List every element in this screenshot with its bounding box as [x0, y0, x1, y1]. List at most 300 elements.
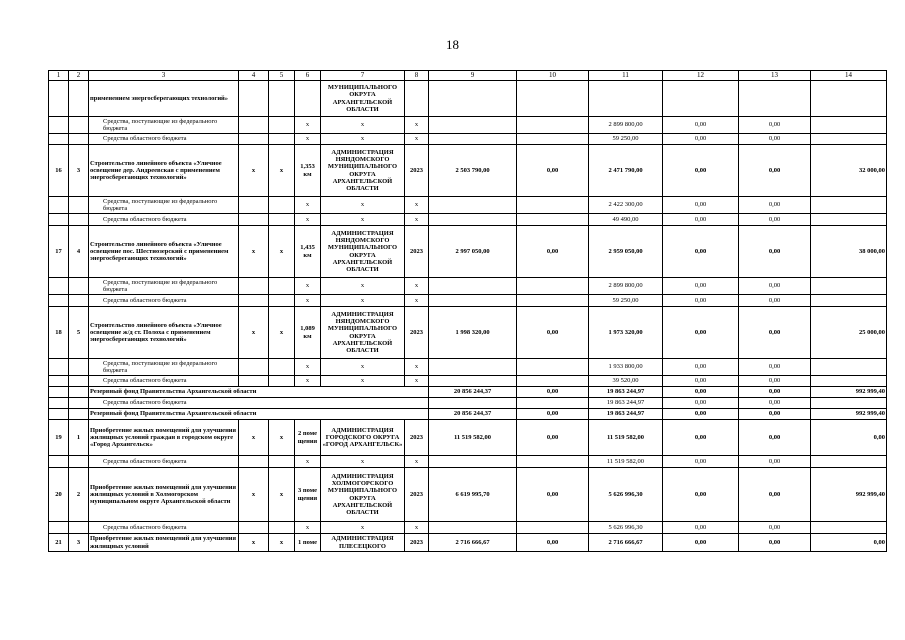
table-cell: 0,00 [739, 145, 811, 197]
table-cell [429, 359, 517, 376]
table-cell [517, 117, 589, 134]
org-name: АДМИНИСТРАЦИЯ ПЛЕСЕЦКОГО [321, 534, 405, 552]
header-cell: 5 [269, 71, 295, 81]
org-name: АДМИНИСТРАЦИЯ НЯНДОМСКОГО МУНИЦИПАЛЬНОГО ОКРУГА АРХАНГЕЛЬСКОЙ ОБЛАСТИ [321, 307, 405, 359]
table-cell [429, 81, 517, 117]
table-cell: 5 626 996,30 [589, 522, 663, 534]
table-cell [239, 456, 269, 468]
header-cell: 8 [405, 71, 429, 81]
table-cell: 0,00 [663, 134, 739, 145]
table-cell [269, 376, 295, 387]
table-cell: x [295, 376, 321, 387]
table-cell [69, 376, 89, 387]
table-cell [69, 278, 89, 295]
table-cell: 2 997 050,00 [429, 226, 517, 278]
table-cell [269, 81, 295, 117]
table-cell [811, 117, 887, 134]
table-cell: 32 000,00 [811, 145, 887, 197]
table-cell: 1 973 320,00 [589, 307, 663, 359]
table-cell: 0,00 [663, 226, 739, 278]
table-cell: 49 490,00 [589, 214, 663, 226]
table-cell: 0,00 [663, 214, 739, 226]
table-cell [269, 295, 295, 307]
table-cell: 0,00 [663, 398, 739, 409]
table-cell: x [405, 117, 429, 134]
table-cell: x [295, 359, 321, 376]
header-cell: 3 [89, 71, 239, 81]
table-cell [739, 81, 811, 117]
table-cell [517, 295, 589, 307]
table-cell: 18 [49, 307, 69, 359]
table-cell: 0,00 [517, 420, 589, 456]
table-cell [811, 81, 887, 117]
table-cell [239, 81, 269, 117]
table-cell: x [295, 134, 321, 145]
table-cell [811, 359, 887, 376]
table-cell: x [295, 522, 321, 534]
table-cell: 0,00 [739, 226, 811, 278]
table-cell: 2 899 800,00 [589, 278, 663, 295]
header-cell: 7 [321, 71, 405, 81]
table-cell [49, 376, 69, 387]
table-cell: x [405, 522, 429, 534]
table-row [49, 134, 887, 145]
table-cell: 1,435 км [295, 226, 321, 278]
table-row [49, 420, 887, 456]
table-cell: 0,00 [663, 295, 739, 307]
table-cell: 0,00 [663, 359, 739, 376]
table-cell: x [239, 145, 269, 197]
table-cell: 1,353 км [295, 145, 321, 197]
table-cell [239, 278, 269, 295]
table-cell: 20 856 244,37 [429, 387, 517, 398]
table-cell: 20 [49, 468, 69, 522]
header-cell: 13 [739, 71, 811, 81]
table-cell: x [321, 197, 405, 214]
table-cell [69, 409, 89, 420]
table-cell [49, 134, 69, 145]
table-cell [49, 409, 69, 420]
table-cell: 0,00 [739, 278, 811, 295]
table-cell [49, 278, 69, 295]
table-cell [429, 295, 517, 307]
table-cell: x [405, 359, 429, 376]
table-cell: 2 422 300,00 [589, 197, 663, 214]
table-cell: x [405, 134, 429, 145]
table-cell: 11 519 582,00 [589, 456, 663, 468]
table-cell: 0,00 [517, 534, 589, 552]
table-cell [69, 134, 89, 145]
table-cell: x [405, 295, 429, 307]
table-row [49, 295, 887, 307]
table-cell [239, 134, 269, 145]
funding-source: Средства, поступающие из федерального бюджета [89, 117, 239, 134]
table-cell: 0,00 [517, 145, 589, 197]
table-cell: 0,00 [739, 468, 811, 522]
table-cell: 0,00 [663, 534, 739, 552]
table-cell: 20 856 244,37 [429, 409, 517, 420]
table-cell [429, 278, 517, 295]
table-cell [429, 456, 517, 468]
table-cell [811, 398, 887, 409]
header-cell: 9 [429, 71, 517, 81]
table-cell [429, 522, 517, 534]
table-cell: x [321, 522, 405, 534]
table-cell [811, 134, 887, 145]
table-cell: x [269, 226, 295, 278]
table-cell [517, 81, 589, 117]
table-cell [49, 387, 69, 398]
table-cell [811, 214, 887, 226]
table-cell [517, 398, 589, 409]
table-cell: x [295, 197, 321, 214]
table-cell: 2 716 666,67 [429, 534, 517, 552]
table-cell: 2 471 790,00 [589, 145, 663, 197]
table-cell [811, 522, 887, 534]
table-cell [269, 359, 295, 376]
table-row [49, 534, 887, 552]
table-cell [49, 117, 69, 134]
table-cell: x [295, 456, 321, 468]
table-cell: 992 999,40 [811, 468, 887, 522]
table-cell: x [295, 214, 321, 226]
table-cell: 0,00 [739, 359, 811, 376]
funding-source: Средства областного бюджета [89, 214, 239, 226]
table-row [49, 387, 887, 398]
funding-source: Средства областного бюджета [89, 398, 429, 409]
table-cell: 25 000,00 [811, 307, 887, 359]
funding-source: Средства областного бюджета [89, 522, 239, 534]
table-cell: x [239, 307, 269, 359]
table-cell [69, 359, 89, 376]
table-cell: 2023 [405, 307, 429, 359]
funding-source: Средства областного бюджета [89, 456, 239, 468]
funding-source: Средства областного бюджета [89, 376, 239, 387]
table-cell: 992 999,40 [811, 409, 887, 420]
header-cell: 1 [49, 71, 69, 81]
table-cell: x [321, 295, 405, 307]
table-row [49, 278, 887, 295]
table-cell: 0,00 [739, 398, 811, 409]
section-title: Резервный фонд Правительства Архангельской области [89, 387, 429, 398]
table-cell: 11 519 582,00 [589, 420, 663, 456]
item-name: Строительство линейного объекта «Уличное освещение дер. Андреевская с применением энергосберегающих технологий» [89, 145, 239, 197]
table-cell: 21 [49, 534, 69, 552]
org-name: АДМИНИСТРАЦИЯ НЯНДОМСКОГО МУНИЦИПАЛЬНОГО ОКРУГА АРХАНГЕЛЬСКОЙ ОБЛАСТИ [321, 226, 405, 278]
table-cell [405, 81, 429, 117]
table-cell [49, 398, 69, 409]
table-cell [429, 134, 517, 145]
table-row [49, 214, 887, 226]
table-cell: 0,00 [739, 117, 811, 134]
table-row [49, 307, 887, 359]
table-cell [517, 134, 589, 145]
table-cell [811, 278, 887, 295]
table-cell [69, 295, 89, 307]
table-cell [517, 214, 589, 226]
table-cell: x [295, 117, 321, 134]
table-cell [239, 295, 269, 307]
table-cell: 3 поме щения [295, 468, 321, 522]
table-cell: 1,089 км [295, 307, 321, 359]
table-cell: 59 250,00 [589, 134, 663, 145]
item-name: применением энергосберегающих технологий» [89, 81, 239, 117]
table-cell [239, 522, 269, 534]
table-cell: 19 [49, 420, 69, 456]
table-cell: 2 899 800,00 [589, 117, 663, 134]
table-cell: 0,00 [739, 534, 811, 552]
table-cell [811, 295, 887, 307]
table-row [49, 359, 887, 376]
table-cell: x [321, 134, 405, 145]
table-cell [69, 214, 89, 226]
table-cell: 2023 [405, 534, 429, 552]
table-cell: x [269, 307, 295, 359]
table-cell [269, 278, 295, 295]
table-cell [69, 522, 89, 534]
item-name: Строительство линейного объекта «Уличное освещение пос. Шестиозерский с применением энергосберегающих технологий» [89, 226, 239, 278]
table-cell: x [405, 456, 429, 468]
table-cell [811, 456, 887, 468]
table-cell: 0,00 [663, 468, 739, 522]
table-cell: 0,00 [663, 409, 739, 420]
table-cell: 0,00 [739, 134, 811, 145]
table-cell: 0,00 [663, 145, 739, 197]
table-row [49, 81, 887, 117]
table-cell [69, 387, 89, 398]
table-row [49, 468, 887, 522]
table-cell [811, 197, 887, 214]
table-cell: 0,00 [517, 226, 589, 278]
table-cell: 1 [69, 420, 89, 456]
table-cell [589, 81, 663, 117]
table-cell: x [295, 278, 321, 295]
table-cell [49, 81, 69, 117]
table-cell [49, 295, 69, 307]
table-cell: 5 [69, 307, 89, 359]
budget-table [48, 70, 887, 552]
funding-source: Средства, поступающие из федерального бюджета [89, 197, 239, 214]
table-cell: 2023 [405, 145, 429, 197]
funding-source: Средства, поступающие из федерального бюджета [89, 278, 239, 295]
table-cell: x [405, 278, 429, 295]
table-cell [429, 214, 517, 226]
table-cell: 2 503 790,00 [429, 145, 517, 197]
table-row [49, 117, 887, 134]
table-cell: 0,00 [739, 307, 811, 359]
table-cell: x [269, 145, 295, 197]
table-cell [517, 359, 589, 376]
table-cell: 0,00 [739, 387, 811, 398]
table-cell [517, 278, 589, 295]
table-cell: 2 716 666,67 [589, 534, 663, 552]
funding-source: Средства областного бюджета [89, 295, 239, 307]
table-cell [239, 359, 269, 376]
table-cell: 19 863 244,97 [589, 387, 663, 398]
table-cell: 11 519 582,00 [429, 420, 517, 456]
table-cell [49, 197, 69, 214]
table-cell [269, 522, 295, 534]
table-cell [269, 197, 295, 214]
header-cell: 11 [589, 71, 663, 81]
table-cell [239, 197, 269, 214]
table-cell: 0,00 [663, 456, 739, 468]
header-cell: 14 [811, 71, 887, 81]
page-number: 18 [446, 37, 459, 52]
table-cell: 2 поме щения [295, 420, 321, 456]
table-row [49, 522, 887, 534]
table-cell [69, 398, 89, 409]
table-cell: 0,00 [663, 387, 739, 398]
table-row [49, 197, 887, 214]
table-cell: 3 [69, 145, 89, 197]
header-row [49, 71, 887, 81]
table-cell: 2023 [405, 420, 429, 456]
table-cell: x [321, 278, 405, 295]
table-cell [49, 522, 69, 534]
table-cell [239, 376, 269, 387]
item-name: Приобретение жилых помещений для улучшения жилищных условий в Холмогорском муниципальном округе Архангельской области [89, 468, 239, 522]
table-cell [269, 214, 295, 226]
table-cell: x [405, 376, 429, 387]
table-cell: x [321, 456, 405, 468]
table-cell: x [239, 420, 269, 456]
table-row [49, 398, 887, 409]
table-cell [269, 456, 295, 468]
table-cell: 2023 [405, 226, 429, 278]
header-cell: 6 [295, 71, 321, 81]
table-cell [69, 456, 89, 468]
table-cell [429, 117, 517, 134]
table-cell: 16 [49, 145, 69, 197]
table-cell: x [239, 468, 269, 522]
header-cell: 2 [69, 71, 89, 81]
table-cell [49, 214, 69, 226]
org-name: МУНИЦИПАЛЬНОГО ОКРУГА АРХАНГЕЛЬСКОЙ ОБЛАСТИ [321, 81, 405, 117]
table-cell [269, 134, 295, 145]
table-cell: 0,00 [739, 197, 811, 214]
table-cell [429, 376, 517, 387]
table-cell [49, 456, 69, 468]
item-name: Приобретение жилых помещений для улучшения жилищных условий [89, 534, 239, 552]
table-cell: 0,00 [663, 522, 739, 534]
table-cell: 1 933 800,00 [589, 359, 663, 376]
table-row [49, 145, 887, 197]
header-cell: 12 [663, 71, 739, 81]
table-cell: 0,00 [739, 295, 811, 307]
table-cell: 59 250,00 [589, 295, 663, 307]
table-cell: x [321, 117, 405, 134]
table-cell: 0,00 [663, 117, 739, 134]
table-cell: 0,00 [739, 456, 811, 468]
table-cell: 0,00 [663, 278, 739, 295]
header-cell: 4 [239, 71, 269, 81]
table-cell [663, 81, 739, 117]
table-cell: x [321, 359, 405, 376]
org-name: АДМИНИСТРАЦИЯ НЯНДОМСКОГО МУНИЦИПАЛЬНОГО ОКРУГА АРХАНГЕЛЬСКОЙ ОБЛАСТИ [321, 145, 405, 197]
table-cell [69, 81, 89, 117]
table-cell: x [321, 376, 405, 387]
table-cell: x [239, 226, 269, 278]
section-title: Резервный фонд Правительства Архангельской области [89, 409, 429, 420]
table-cell: 1 поме [295, 534, 321, 552]
table-cell: 2 [69, 468, 89, 522]
table-row [49, 226, 887, 278]
table-row [49, 456, 887, 468]
table-cell: 19 863 244,97 [589, 398, 663, 409]
table-cell: 5 626 996,30 [589, 468, 663, 522]
table-cell: 38 000,00 [811, 226, 887, 278]
table-cell: 0,00 [517, 409, 589, 420]
table-cell [269, 117, 295, 134]
table-cell: 0,00 [739, 522, 811, 534]
item-name: Строительство линейного объекта «Уличное освещение ж/д ст. Полоха с применением энергосберегающих технологий» [89, 307, 239, 359]
header-cell: 10 [517, 71, 589, 81]
funding-source: Средства областного бюджета [89, 134, 239, 145]
table-cell: x [239, 534, 269, 552]
table-cell [517, 376, 589, 387]
table-cell: 6 619 995,70 [429, 468, 517, 522]
table-cell [69, 117, 89, 134]
table-cell [239, 117, 269, 134]
table-cell [811, 376, 887, 387]
table-cell [517, 522, 589, 534]
table-cell: 0,00 [517, 307, 589, 359]
table-cell: 0,00 [739, 420, 811, 456]
table-cell: 992 999,40 [811, 387, 887, 398]
table-cell [517, 456, 589, 468]
table-cell: 1 998 320,00 [429, 307, 517, 359]
org-name: АДМИНИСТРАЦИЯ ХОЛМОГОРСКОГО МУНИЦИПАЛЬНОГО ОКРУГА АРХАНГЕЛЬСКОЙ ОБЛАСТИ [321, 468, 405, 522]
table-cell: 17 [49, 226, 69, 278]
table-cell [239, 214, 269, 226]
table-cell: 0,00 [663, 307, 739, 359]
table-cell: x [269, 420, 295, 456]
table-cell: 0,00 [517, 468, 589, 522]
item-name: Приобретение жилых помещений для улучшения жилищных условий граждан в городском округе «Город Архангельск» [89, 420, 239, 456]
table-cell: 2023 [405, 468, 429, 522]
org-name: АДМИНИСТРАЦИЯ ГОРОДСКОГО ОКРУГА «ГОРОД АРХАНГЕЛЬСК» [321, 420, 405, 456]
table-cell: 0,00 [811, 534, 887, 552]
table-cell: 0,00 [739, 409, 811, 420]
table-cell [429, 398, 517, 409]
table-cell: 0,00 [663, 197, 739, 214]
table-cell [69, 197, 89, 214]
funding-source: Средства, поступающие из федерального бюджета [89, 359, 239, 376]
table-row [49, 376, 887, 387]
table-cell: 39 520,00 [589, 376, 663, 387]
table-row [49, 409, 887, 420]
table-cell: x [295, 295, 321, 307]
table-cell: x [269, 468, 295, 522]
table-cell: 3 [69, 534, 89, 552]
table-cell: 0,00 [517, 387, 589, 398]
table-cell: 19 863 244,97 [589, 409, 663, 420]
table-cell [295, 81, 321, 117]
table-cell: 0,00 [739, 214, 811, 226]
table-cell [429, 197, 517, 214]
table-cell [49, 359, 69, 376]
table-cell: x [321, 214, 405, 226]
table-cell: x [269, 534, 295, 552]
table-cell [517, 197, 589, 214]
table-cell: 4 [69, 226, 89, 278]
table-cell: 0,00 [811, 420, 887, 456]
table-cell: x [405, 214, 429, 226]
table-cell: 2 959 050,00 [589, 226, 663, 278]
table-cell: 0,00 [663, 376, 739, 387]
table-cell: x [405, 197, 429, 214]
